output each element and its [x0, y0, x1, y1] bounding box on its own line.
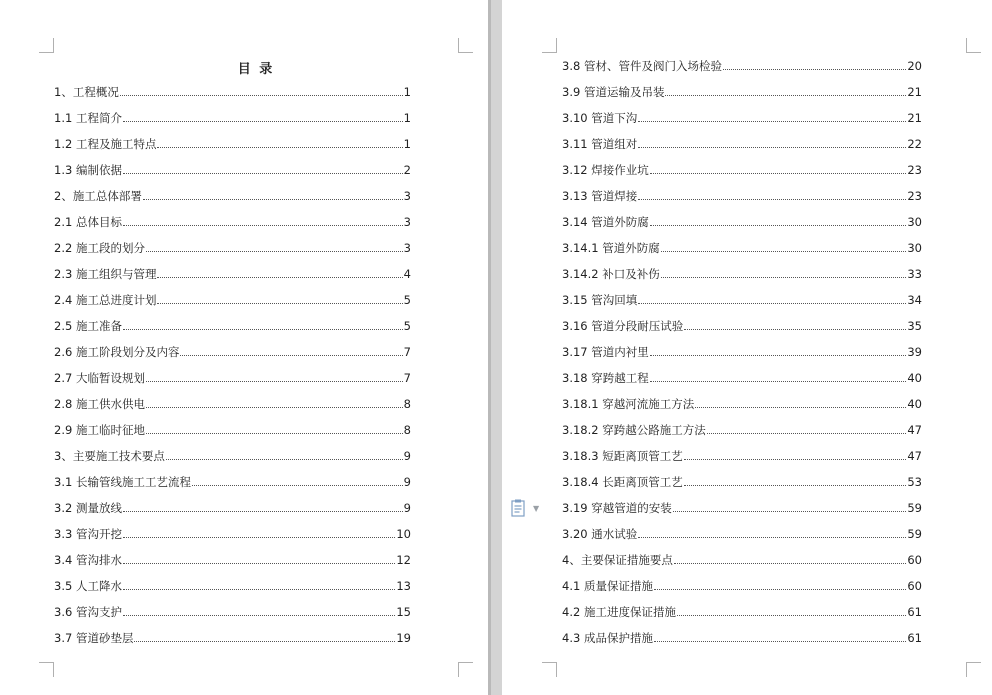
toc-dot-leader: [638, 187, 906, 200]
toc-entry[interactable]: [562, 577, 922, 603]
toc-entry-label: 2.2 施工段的划分: [54, 241, 145, 255]
toc-entry-page: 9: [403, 449, 411, 463]
toc-dot-leader: [661, 239, 907, 252]
toc-entry[interactable]: [54, 239, 411, 265]
toc-entry[interactable]: [54, 421, 411, 447]
toc-dot-leader: [123, 577, 395, 590]
toc-dot-leader: [684, 473, 907, 486]
toc-dot-leader: [638, 525, 906, 538]
toc-dot-leader: [707, 421, 907, 434]
toc-entry-label: 3.14.2 补口及补伤: [562, 267, 660, 281]
toc-entry-label: 3.5 人工降水: [54, 579, 122, 593]
toc-entry-label: 3.19 穿越管道的安装: [562, 501, 672, 515]
toc-entry-label: 1.3 编制依据: [54, 163, 122, 177]
toc-dot-leader: [723, 57, 906, 70]
toc-dot-leader: [650, 343, 907, 356]
toc-dot-leader: [661, 265, 907, 278]
toc-dot-leader: [134, 629, 395, 642]
toc-entry-page: 47: [907, 423, 922, 437]
toc-entry[interactable]: [54, 551, 411, 577]
toc-entry-page: 30: [907, 241, 922, 255]
toc-entry[interactable]: [562, 447, 922, 473]
margin-mark-top-right: [966, 38, 981, 53]
toc-entry[interactable]: [54, 577, 411, 603]
page-gutter: [488, 0, 502, 695]
margin-mark-bottom-left: [542, 662, 557, 677]
toc-entry-page: 19: [396, 631, 411, 645]
margin-mark-bottom-right: [966, 662, 981, 677]
toc-entry-label: 1、工程概况: [54, 85, 119, 99]
toc-entry-label: 1.1 工程简介: [54, 111, 122, 125]
toc-dot-leader: [650, 369, 907, 382]
toc-entry[interactable]: [562, 109, 922, 135]
margin-mark-top-right: [458, 38, 473, 53]
toc-entry[interactable]: [54, 161, 411, 187]
toc-entry[interactable]: [562, 369, 922, 395]
toc-entry[interactable]: [562, 239, 922, 265]
toc-entry-label: 3.17 管道内衬里: [562, 345, 649, 359]
toc-entry-label: 3.8 管材、管件及阀门入场检验: [562, 59, 722, 73]
toc-entry-label: 2.4 施工总进度计划: [54, 293, 157, 307]
toc-entry-label: 3.10 管道下沟: [562, 111, 638, 125]
toc-entry[interactable]: [562, 525, 922, 551]
toc-entry-label: 3.14.1 管道外防腐: [562, 241, 660, 255]
toc-entry[interactable]: [562, 291, 922, 317]
toc-entry-page: 5: [403, 319, 411, 333]
toc-dot-leader: [123, 213, 403, 226]
toc-entry-label: 3.18.2 穿跨越公路施工方法: [562, 423, 706, 437]
toc-dot-leader: [123, 499, 403, 512]
toc-entry-label: 4.2 施工进度保证措施: [562, 605, 676, 619]
toc-dot-leader: [673, 499, 907, 512]
toc-entry-label: 3.12 焊接作业坑: [562, 163, 649, 177]
toc-dot-leader: [674, 551, 907, 564]
toc-entry-page: 13: [396, 579, 411, 593]
toc-entry[interactable]: [54, 135, 411, 161]
toc-entry-label: 2.8 施工供水供电: [54, 397, 145, 411]
toc-entry-label: 3.11 管道组对: [562, 137, 638, 151]
toc-dot-leader: [166, 447, 403, 460]
toc-entry-page: 20: [907, 59, 922, 73]
toc-dot-leader: [123, 551, 395, 564]
toc-entry[interactable]: [562, 213, 922, 239]
toc-entry[interactable]: [562, 395, 922, 421]
toc-entry[interactable]: [54, 291, 411, 317]
toc-entry-page: 60: [907, 553, 922, 567]
paste-options-button[interactable]: [511, 498, 547, 518]
toc-dot-leader: [654, 629, 906, 642]
toc-dot-leader: [665, 83, 906, 96]
toc-dot-leader: [654, 577, 906, 590]
toc-entry-page: 22: [907, 137, 922, 151]
toc-entry[interactable]: [54, 395, 411, 421]
toc-entry[interactable]: [562, 551, 922, 577]
toc-entry-page: 21: [907, 85, 922, 99]
toc-entry-page: 23: [907, 189, 922, 203]
toc-entry-page: 15: [396, 605, 411, 619]
toc-dot-leader: [650, 161, 907, 174]
toc-entry-page: 23: [907, 163, 922, 177]
toc-dot-leader: [157, 265, 402, 278]
toc-dot-leader: [157, 291, 402, 304]
toc-entry-page: 8: [403, 423, 411, 437]
toc-entry-page: 21: [907, 111, 922, 125]
toc-dot-leader: [123, 525, 395, 538]
toc-dot-leader: [677, 603, 906, 616]
toc-entry-label: 2、施工总体部署: [54, 189, 142, 203]
toc-entry-label: 3.3 管沟开挖: [54, 527, 122, 541]
toc-entry-page: 39: [907, 345, 922, 359]
toc-entry-page: 7: [403, 345, 411, 359]
toc-entry[interactable]: [562, 187, 922, 213]
toc-dot-leader: [157, 135, 402, 148]
toc-entry-page: 35: [907, 319, 922, 333]
clipboard-icon: [511, 499, 527, 517]
toc-entry-page: 8: [403, 397, 411, 411]
toc-entry-label: 3.18.4 长距离顶管工艺: [562, 475, 683, 489]
toc-entry[interactable]: [54, 447, 411, 473]
toc-entry-page: 3: [403, 241, 411, 255]
toc-entry-page: 61: [907, 631, 922, 645]
toc-entry-label: 2.6 施工阶段划分及内容: [54, 345, 180, 359]
toc-dot-leader: [146, 421, 403, 434]
toc-entry-page: 2: [403, 163, 411, 177]
document-page-right: [502, 0, 992, 695]
toc-entry-page: 3: [403, 215, 411, 229]
toc-entry-label: 3.20 通水试验: [562, 527, 638, 541]
toc-entry-label: 1.2 工程及施工特点: [54, 137, 157, 151]
toc-dot-leader: [192, 473, 403, 486]
toc-dot-leader: [684, 317, 906, 330]
toc-entry-page: 47: [907, 449, 922, 463]
toc-entry-page: 4: [403, 267, 411, 281]
toc-entry-label: 4.1 质量保证措施: [562, 579, 653, 593]
toc-entry-label: 4、主要保证措施要点: [562, 553, 673, 567]
toc-entry[interactable]: [54, 525, 411, 551]
toc-entry-label: 3.6 管沟支护: [54, 605, 122, 619]
toc-entry-label: 2.7 大临暂设规划: [54, 371, 145, 385]
toc-dot-leader: [684, 447, 907, 460]
margin-mark-top-left: [542, 38, 557, 53]
toc-entry[interactable]: [562, 421, 922, 447]
chevron-down-icon[interactable]: ▼: [533, 503, 540, 513]
toc-entry[interactable]: [562, 603, 922, 629]
toc-entry-label: 3.18.1 穿越河流施工方法: [562, 397, 695, 411]
toc-entry[interactable]: [562, 343, 922, 369]
toc-entry[interactable]: [562, 83, 922, 109]
toc-entry-label: 3.4 管沟排水: [54, 553, 122, 567]
toc-entry-label: 2.5 施工准备: [54, 319, 122, 333]
toc-entry-page: 30: [907, 215, 922, 229]
toc-entry[interactable]: [562, 57, 922, 83]
toc-entry-page: 59: [907, 527, 922, 541]
toc-entry-page: 53: [907, 475, 922, 489]
margin-mark-bottom-left: [39, 662, 54, 677]
toc-entry-page: 12: [396, 553, 411, 567]
toc-entry-page: 7: [403, 371, 411, 385]
margin-mark-top-left: [39, 38, 54, 53]
toc-entry[interactable]: [54, 473, 411, 499]
toc-entry-page: 10: [396, 527, 411, 541]
toc-entry-label: 3.18.3 短距离顶管工艺: [562, 449, 683, 463]
toc-entry-page: 3: [403, 189, 411, 203]
toc-entry[interactable]: [562, 499, 922, 525]
toc-entry-label: 3.1 长输管线施工工艺流程: [54, 475, 191, 489]
toc-dot-leader: [146, 369, 403, 382]
toc-dot-leader: [123, 603, 395, 616]
toc-entry[interactable]: [54, 343, 411, 369]
toc-entry-page: 5: [403, 293, 411, 307]
toc-entry-page: 1: [403, 137, 411, 151]
toc-entry-label: 4.3 成品保护措施: [562, 631, 653, 645]
toc-entry[interactable]: [562, 473, 922, 499]
toc-entry-label: 3.13 管道焊接: [562, 189, 638, 203]
toc-dot-leader: [146, 239, 403, 252]
toc-dot-leader: [638, 291, 906, 304]
toc-dot-leader: [123, 161, 403, 174]
toc-entry-label: 3.18 穿跨越工程: [562, 371, 649, 385]
toc-dot-leader: [695, 395, 906, 408]
toc-entry-label: 3.7 管道砂垫层: [54, 631, 134, 645]
toc-entry-label: 2.1 总体目标: [54, 215, 122, 229]
toc-entry-page: 61: [907, 605, 922, 619]
toc-entry[interactable]: [54, 109, 411, 135]
toc-entry-page: 9: [403, 501, 411, 515]
toc-entry[interactable]: [562, 135, 922, 161]
toc-entry[interactable]: [54, 629, 411, 655]
toc-entry[interactable]: [54, 213, 411, 239]
toc-dot-leader: [638, 109, 906, 122]
toc-entry-label: 3、主要施工技术要点: [54, 449, 165, 463]
toc-entry-label: 2.3 施工组织与管理: [54, 267, 157, 281]
toc-entry[interactable]: [562, 161, 922, 187]
toc-entry-page: 34: [907, 293, 922, 307]
toc-entry-page: 9: [403, 475, 411, 489]
toc-dot-leader: [146, 395, 403, 408]
toc-entry-page: 40: [907, 397, 922, 411]
toc-entry-label: 3.16 管道分段耐压试验: [562, 319, 684, 333]
toc-entry-page: 1: [403, 85, 411, 99]
toc-entry[interactable]: [562, 629, 922, 655]
toc-dot-leader: [180, 343, 402, 356]
toc-dot-leader: [650, 213, 907, 226]
toc-entry-page: 59: [907, 501, 922, 515]
toc-entry-label: 3.9 管道运输及吊装: [562, 85, 665, 99]
toc-list-left: [54, 83, 411, 655]
toc-entry[interactable]: [54, 369, 411, 395]
toc-entry[interactable]: [54, 83, 411, 109]
toc-dot-leader: [143, 187, 403, 200]
toc-entry-page: 1: [403, 111, 411, 125]
margin-mark-bottom-right: [458, 662, 473, 677]
toc-entry-label: 2.9 施工临时征地: [54, 423, 145, 437]
toc-entry[interactable]: [54, 317, 411, 343]
document-page-left: [0, 0, 488, 695]
toc-entry[interactable]: [562, 317, 922, 343]
toc-entry-label: 3.2 测量放线: [54, 501, 122, 515]
toc-dot-leader: [123, 109, 403, 122]
toc-dot-leader: [638, 135, 906, 148]
toc-entry-page: 40: [907, 371, 922, 385]
toc-entry[interactable]: [54, 499, 411, 525]
toc-entry-page: 60: [907, 579, 922, 593]
toc-entry[interactable]: [54, 265, 411, 291]
toc-entry-page: 33: [907, 267, 922, 281]
toc-entry-label: 3.14 管道外防腐: [562, 215, 649, 229]
toc-dot-leader: [120, 83, 403, 96]
toc-entry[interactable]: [54, 603, 411, 629]
toc-dot-leader: [123, 317, 403, 330]
toc-entry[interactable]: [54, 187, 411, 213]
toc-entry[interactable]: [562, 265, 922, 291]
toc-list-right: [562, 57, 922, 655]
page-title: 目 录: [237, 62, 275, 77]
toc-entry-label: 3.15 管沟回填: [562, 293, 638, 307]
